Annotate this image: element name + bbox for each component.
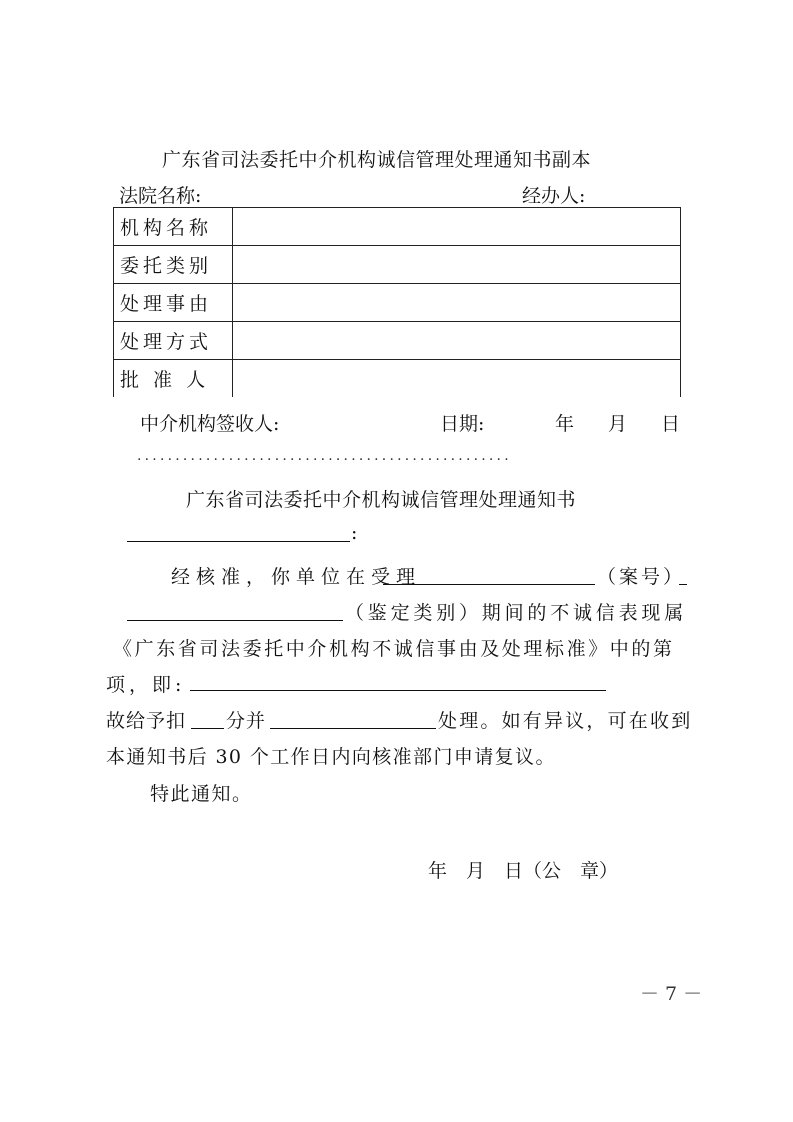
- notice-line4-text: 项，即:: [106, 674, 186, 696]
- row-label-institution: 机构名称: [114, 208, 233, 246]
- addressee-colon: :: [351, 522, 358, 544]
- measure-blank[interactable]: [270, 728, 436, 729]
- notice-line1-text: 经核准，你单位在受理: [171, 566, 422, 588]
- page-number: － 7 －: [640, 983, 703, 1005]
- table-row: [114, 208, 681, 246]
- copy-info-table: [113, 207, 681, 397]
- row-value-category[interactable]: [233, 246, 681, 284]
- namely-blank[interactable]: [190, 690, 606, 691]
- table-row: [114, 360, 681, 398]
- case-number-blank[interactable]: [679, 584, 687, 585]
- court-name-label: 法院名称:: [119, 185, 202, 207]
- row-value-institution[interactable]: [233, 208, 681, 246]
- handler-label: 经办人:: [522, 185, 586, 207]
- date-day: 日: [661, 413, 681, 435]
- notice-line6-text: 本通知书后 30 个工作日内向核准部门申请复议。: [106, 746, 556, 768]
- notice-title: 广东省司法委托中介机构诚信管理处理通知书: [186, 489, 577, 511]
- copy-title: 广东省司法委托中介机构诚信管理处理通知书副本: [162, 149, 592, 171]
- date-year: 年: [555, 413, 575, 435]
- appraisal-type-blank[interactable]: [127, 620, 343, 621]
- row-label-reason: 处理事由: [114, 284, 233, 322]
- addressee-blank[interactable]: [127, 541, 350, 542]
- row-label-approver: 批 准 人: [114, 360, 233, 398]
- table-row: [114, 246, 681, 284]
- row-label-method: 处理方式: [114, 322, 233, 360]
- date-month: 月: [608, 413, 628, 435]
- cut-line-separator: ·················································: [137, 452, 512, 468]
- deduct-points-blank[interactable]: [191, 728, 224, 729]
- notice-line5-a: 故给予扣: [106, 710, 187, 732]
- table-row: [114, 322, 681, 360]
- notice-line2-text: （鉴定类别）期间的不诚信表现属: [345, 602, 688, 624]
- case-number-label: （案号）: [597, 566, 686, 588]
- notice-line3-text: 《广东省司法委托中介机构不诚信事由及处理标准》中的第: [113, 638, 675, 660]
- notice-line5-c: 处理。如有异议，可在收到: [438, 710, 693, 732]
- date-label: 日期:: [440, 413, 485, 435]
- row-label-category: 委托类别: [114, 246, 233, 284]
- signature-date: 年 月 日（公 章）: [428, 860, 619, 882]
- notice-line5-b: 分并: [226, 710, 267, 732]
- row-value-method[interactable]: [233, 322, 681, 360]
- row-value-approver[interactable]: [233, 360, 681, 398]
- accept-blank[interactable]: [383, 584, 595, 585]
- row-value-reason[interactable]: [233, 284, 681, 322]
- receiver-label: 中介机构签收人:: [140, 413, 280, 435]
- notice-line7-text: 特此通知。: [150, 783, 253, 805]
- table-row: [114, 284, 681, 322]
